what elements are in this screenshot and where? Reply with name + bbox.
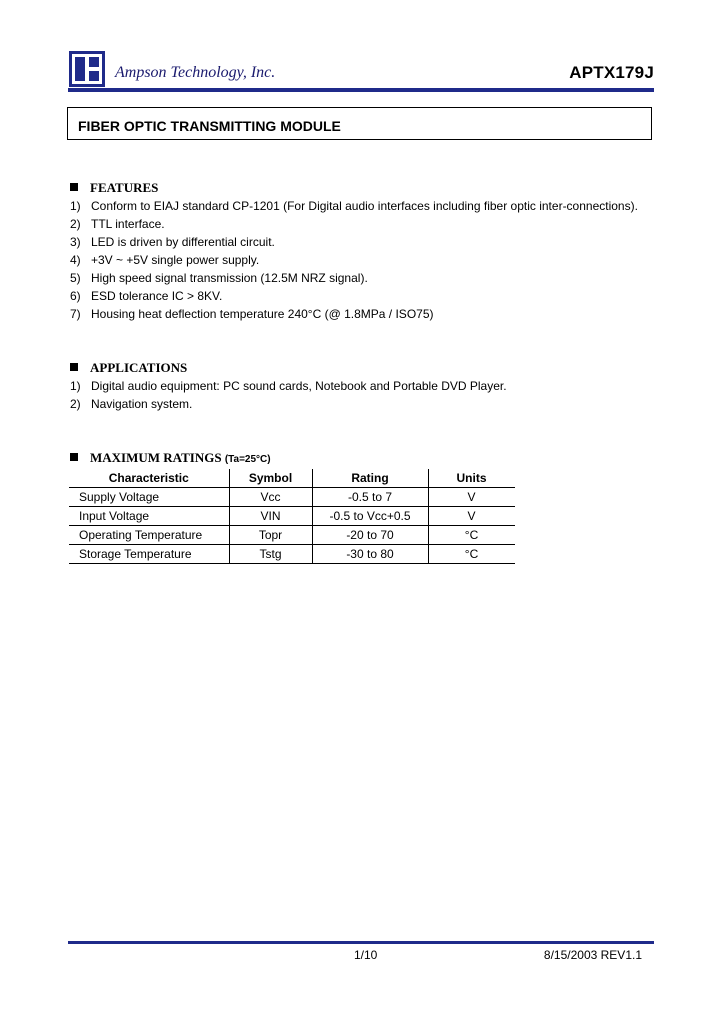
- list-item: 2) TTL interface.: [70, 217, 165, 231]
- list-item: 1) Digital audio equipment: PC sound cards, Notebook and Portable DVD Player.: [70, 379, 507, 393]
- features-heading: FEATURES: [70, 180, 158, 196]
- list-item: 5) High speed signal transmission (12.5M NRZ signal).: [70, 271, 368, 285]
- ratings-heading: MAXIMUM RATINGS (Ta=25°C): [70, 450, 271, 466]
- list-item: 4) +3V ~ +5V single power supply.: [70, 253, 260, 267]
- square-bullet-icon: [70, 183, 78, 191]
- list-item: 3) LED is driven by differential circuit.: [70, 235, 275, 249]
- company-name: Ampson Technology, Inc.: [115, 64, 276, 81]
- table-row: Operating Temperature Topr -20 to 70 °C: [69, 526, 515, 545]
- features-list: [70, 197, 638, 323]
- page-number: 1/10: [354, 948, 378, 962]
- ratings-condition: (Ta=25°C): [224, 454, 271, 465]
- ratings-table: [69, 469, 515, 564]
- table-row: Storage Temperature Tstg -30 to 80 °C: [69, 545, 515, 564]
- table-row: Supply Voltage Vcc -0.5 to 7 V: [69, 488, 515, 507]
- square-bullet-icon: [70, 453, 78, 461]
- table-row: Input Voltage VIN -0.5 to Vcc+0.5 V: [69, 507, 515, 526]
- column-header: Rating: [312, 469, 428, 488]
- footer-divider: [68, 941, 654, 944]
- square-bullet-icon: [70, 363, 78, 371]
- list-item: 1) Conform to EIAJ standard CP-1201 (For Digital audio interfaces including fiber optic inter-connections).: [70, 199, 638, 213]
- table-header-row: [69, 469, 515, 488]
- revision-date: 8/15/2003 REV1.1: [543, 948, 642, 962]
- applications-list: [70, 377, 507, 413]
- column-header: Units: [428, 469, 515, 488]
- list-item: 6) ESD tolerance IC > 8KV.: [70, 289, 223, 303]
- column-header: Characteristic: [69, 469, 229, 488]
- list-item: 2) Navigation system.: [70, 397, 193, 411]
- document-title-box: [67, 107, 652, 140]
- applications-heading: APPLICATIONS: [70, 360, 187, 376]
- part-number: APTX179J: [569, 63, 654, 82]
- company-logo: [69, 51, 105, 87]
- header-divider: [68, 88, 654, 92]
- column-header: Symbol: [229, 469, 312, 488]
- document-title: FIBER OPTIC TRANSMITTING MODULE: [78, 118, 341, 134]
- list-item: 7) Housing heat deflection temperature 240°C (@ 1.8MPa / ISO75): [70, 307, 434, 321]
